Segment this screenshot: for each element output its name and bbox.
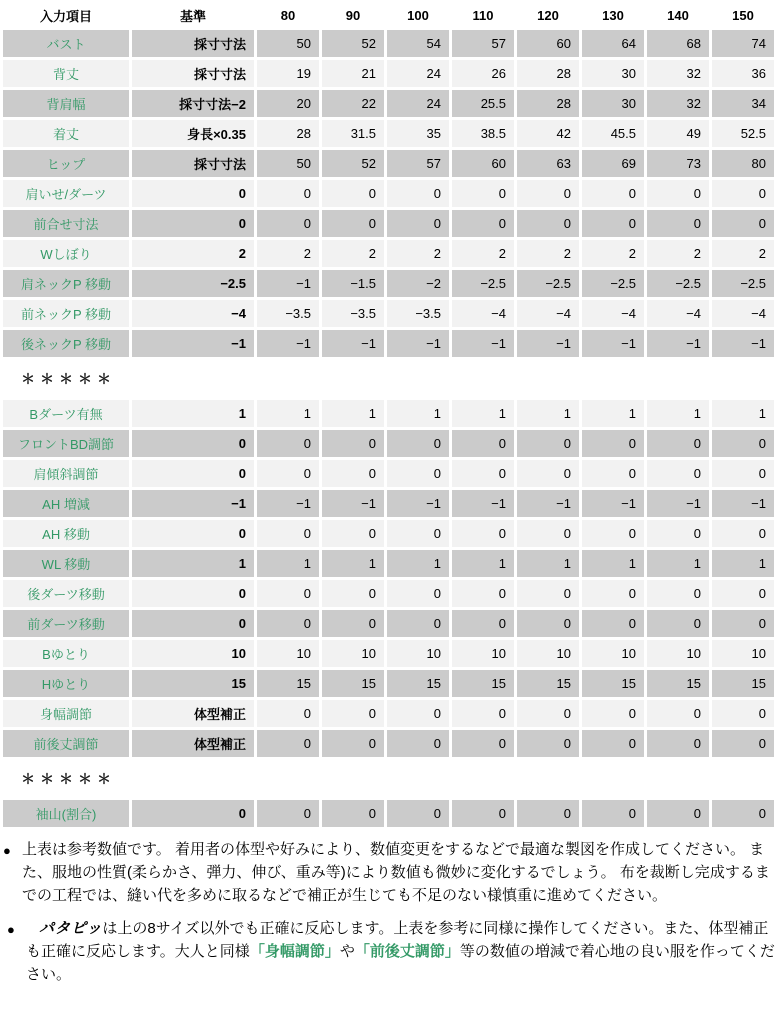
size-value: 0 — [452, 520, 514, 547]
size-value: −1 — [452, 330, 514, 357]
size-value: 0 — [387, 800, 449, 827]
size-value: 45.5 — [582, 120, 644, 147]
size-value: 0 — [582, 730, 644, 757]
table-row — [3, 460, 780, 487]
base-value: 0 — [132, 180, 254, 207]
size-value: 0 — [647, 800, 709, 827]
size-value: 0 — [322, 180, 384, 207]
size-value: 0 — [647, 210, 709, 237]
column-header-item: 入力項目 — [39, 8, 92, 24]
size-value: −1 — [712, 490, 774, 517]
row-label: 前ネックP 移動 — [3, 300, 129, 327]
size-value: −1 — [517, 490, 579, 517]
size-value: 1 — [517, 400, 579, 427]
table-row — [3, 610, 780, 637]
base-value: −1 — [132, 330, 254, 357]
size-value: −1 — [322, 330, 384, 357]
size-value: 0 — [647, 460, 709, 487]
size-value: 0 — [517, 180, 579, 207]
size-value: 0 — [712, 430, 774, 457]
size-value: 54 — [387, 30, 449, 57]
table-row — [3, 60, 780, 87]
size-value: 0 — [452, 700, 514, 727]
size-value: 10 — [712, 640, 774, 667]
size-value: 38.5 — [452, 120, 514, 147]
size-value: 0 — [257, 730, 319, 757]
table-row — [3, 300, 780, 327]
size-value: 24 — [387, 60, 449, 87]
size-value: 64 — [582, 30, 644, 57]
size-value: 0 — [712, 580, 774, 607]
table-row — [3, 430, 780, 457]
size-value: 2 — [582, 240, 644, 267]
size-value: 30 — [582, 90, 644, 117]
base-value: 身長×0.35 — [132, 120, 254, 147]
size-value: 0 — [517, 730, 579, 757]
size-value: 0 — [322, 520, 384, 547]
base-value: −4 — [132, 300, 254, 327]
size-value: 2 — [647, 240, 709, 267]
size-value: 19 — [257, 60, 319, 87]
size-value: 74 — [712, 30, 774, 57]
size-value: 0 — [257, 460, 319, 487]
size-value: 0 — [647, 610, 709, 637]
size-value: 0 — [387, 430, 449, 457]
size-value: 0 — [387, 700, 449, 727]
row-label: 身幅調節 — [3, 700, 129, 727]
column-header-size-100: 100 — [407, 7, 429, 23]
size-value: 0 — [452, 460, 514, 487]
bullet-icon: ● — [3, 843, 11, 858]
size-value: 0 — [517, 800, 579, 827]
size-value: 21 — [322, 60, 384, 87]
size-value: 10 — [517, 640, 579, 667]
size-value: 15 — [452, 670, 514, 697]
size-value: 0 — [647, 580, 709, 607]
table-row — [3, 800, 780, 827]
table-row — [3, 550, 780, 577]
base-value: −1 — [132, 490, 254, 517]
size-value: 0 — [647, 520, 709, 547]
size-value: 0 — [387, 730, 449, 757]
column-header-size-150: 150 — [732, 7, 754, 23]
size-value: 0 — [322, 460, 384, 487]
size-value: 0 — [582, 580, 644, 607]
size-value: 0 — [257, 520, 319, 547]
size-value: 0 — [647, 730, 709, 757]
size-value: 0 — [257, 210, 319, 237]
size-value: 0 — [517, 700, 579, 727]
table-row — [3, 580, 780, 607]
row-label: Bダーツ有無 — [3, 400, 129, 427]
size-value: 1 — [387, 550, 449, 577]
row-label: 前後丈調節 — [3, 730, 129, 757]
note-text: や — [339, 943, 355, 960]
size-value: 1 — [322, 400, 384, 427]
size-value: 0 — [517, 460, 579, 487]
size-value: 10 — [452, 640, 514, 667]
base-value: 0 — [132, 580, 254, 607]
row-label: Bゆとり — [3, 640, 129, 667]
table-row — [3, 670, 780, 697]
row-label: Hゆとり — [3, 670, 129, 697]
separator-asterisks: ＊＊＊＊＊ — [21, 370, 116, 387]
size-value: 30 — [582, 60, 644, 87]
base-value: 1 — [132, 400, 254, 427]
size-value: −1 — [647, 490, 709, 517]
size-value: −4 — [517, 300, 579, 327]
note-text: は上の8サイズ以外でも正確に反応します。上表を参考に同様に操作してください。また、体型補正も正確に反応します。大人と同様 — [26, 920, 769, 960]
size-value: 28 — [517, 60, 579, 87]
size-value: 1 — [517, 550, 579, 577]
table-row — [3, 150, 780, 177]
size-value: 52 — [322, 150, 384, 177]
size-value: −1 — [257, 330, 319, 357]
size-value: 1 — [582, 550, 644, 577]
size-value: 0 — [517, 430, 579, 457]
size-value: 63 — [517, 150, 579, 177]
size-value: 1 — [452, 400, 514, 427]
size-value: 73 — [647, 150, 709, 177]
size-value: 2 — [452, 240, 514, 267]
size-value: 15 — [517, 670, 579, 697]
size-value: 2 — [387, 240, 449, 267]
size-value: −2.5 — [452, 270, 514, 297]
note-paragraph — [2, 917, 778, 986]
size-value: 69 — [582, 150, 644, 177]
base-value: 体型補正 — [132, 700, 254, 727]
table-row — [3, 400, 780, 427]
table-row — [3, 30, 780, 57]
size-value: 2 — [322, 240, 384, 267]
size-value: 10 — [387, 640, 449, 667]
size-value: 2 — [712, 240, 774, 267]
size-value: 52 — [322, 30, 384, 57]
size-value: 50 — [257, 150, 319, 177]
size-value: −1.5 — [322, 270, 384, 297]
column-header-size-90: 90 — [345, 7, 361, 23]
size-value: 0 — [257, 580, 319, 607]
column-header-base: 基準 — [179, 8, 206, 24]
note-brand-text: パタピッ — [39, 920, 103, 937]
size-value: 0 — [257, 700, 319, 727]
table-row — [3, 730, 780, 757]
size-value: 0 — [257, 430, 319, 457]
size-value: 0 — [582, 520, 644, 547]
size-value: −1 — [257, 270, 319, 297]
size-value: 0 — [712, 610, 774, 637]
size-value: 0 — [452, 180, 514, 207]
size-value: 0 — [582, 180, 644, 207]
row-label: 前合せ寸法 — [3, 210, 129, 237]
size-value: 10 — [647, 640, 709, 667]
size-value: 57 — [387, 150, 449, 177]
table-body — [3, 30, 780, 827]
size-value: 20 — [257, 90, 319, 117]
size-value: 49 — [647, 120, 709, 147]
row-label: Wしぼり — [3, 240, 129, 267]
row-label: 背肩幅 — [3, 90, 129, 117]
base-value: 0 — [132, 800, 254, 827]
row-label: AH 増減 — [3, 490, 129, 517]
size-value: −4 — [647, 300, 709, 327]
size-value: −1 — [582, 330, 644, 357]
size-value: 22 — [322, 90, 384, 117]
size-value: 34 — [712, 90, 774, 117]
size-value: 32 — [647, 90, 709, 117]
size-value: 0 — [322, 700, 384, 727]
size-value: −4 — [712, 300, 774, 327]
size-value: 1 — [647, 400, 709, 427]
column-header-size-80: 80 — [280, 7, 296, 23]
row-label: 肩いせ/ダーツ — [3, 180, 129, 207]
base-value: 採寸寸法 — [132, 60, 254, 87]
size-value: 0 — [712, 700, 774, 727]
size-value: 15 — [647, 670, 709, 697]
size-value: 35 — [387, 120, 449, 147]
size-value: 36 — [712, 60, 774, 87]
size-value: 31.5 — [322, 120, 384, 147]
table-row — [3, 520, 780, 547]
size-value: 15 — [712, 670, 774, 697]
base-value: 10 — [132, 640, 254, 667]
size-value: 0 — [517, 210, 579, 237]
note-emphasis-text: 「身幅調節」 — [249, 943, 340, 960]
size-value: 52.5 — [712, 120, 774, 147]
base-value: 0 — [132, 460, 254, 487]
row-label: WL 移動 — [3, 550, 129, 577]
size-value: 0 — [712, 800, 774, 827]
size-value: 10 — [322, 640, 384, 667]
size-value: 68 — [647, 30, 709, 57]
size-value: 1 — [387, 400, 449, 427]
column-header-size-120: 120 — [537, 7, 559, 23]
note-text: 等の数値の増減で着心地の良い服を作ってください。 — [26, 943, 775, 983]
row-label: ヒップ — [3, 150, 129, 177]
size-value: 0 — [647, 700, 709, 727]
table-row — [3, 330, 780, 357]
size-value: 1 — [257, 550, 319, 577]
row-label: AH 移動 — [3, 520, 129, 547]
size-value: −2.5 — [582, 270, 644, 297]
size-value: 0 — [257, 610, 319, 637]
size-value: 32 — [647, 60, 709, 87]
size-value: −1 — [712, 330, 774, 357]
size-value: 0 — [387, 460, 449, 487]
size-value: 80 — [712, 150, 774, 177]
size-value: 0 — [712, 460, 774, 487]
size-value: 0 — [387, 210, 449, 237]
bullet-icon: ● — [7, 922, 15, 937]
table-row — [3, 700, 780, 727]
table-row — [3, 640, 780, 667]
size-value: −1 — [647, 330, 709, 357]
size-value: 0 — [322, 800, 384, 827]
size-value: 0 — [517, 610, 579, 637]
base-value: 1 — [132, 550, 254, 577]
row-label: フロントBD調節 — [3, 430, 129, 457]
size-value: 0 — [582, 610, 644, 637]
size-value: 50 — [257, 30, 319, 57]
size-value: 0 — [322, 580, 384, 607]
size-value: 1 — [712, 400, 774, 427]
size-value: 0 — [517, 580, 579, 607]
size-value: 26 — [452, 60, 514, 87]
row-label: バスト — [3, 30, 129, 57]
base-value: 採寸寸法−2 — [132, 90, 254, 117]
size-value: −1 — [322, 490, 384, 517]
base-value: 2 — [132, 240, 254, 267]
size-value: 10 — [582, 640, 644, 667]
size-value: 1 — [647, 550, 709, 577]
column-header-size-140: 140 — [667, 7, 689, 23]
size-value: 0 — [582, 800, 644, 827]
size-value: 0 — [257, 800, 319, 827]
size-value: 0 — [322, 730, 384, 757]
size-value: −3.5 — [257, 300, 319, 327]
separator-asterisks: ＊＊＊＊＊ — [21, 770, 116, 787]
base-value: −2.5 — [132, 270, 254, 297]
row-label: 後ネックP 移動 — [3, 330, 129, 357]
column-header-size-110: 110 — [472, 7, 494, 23]
size-table — [0, 3, 780, 827]
base-value: 0 — [132, 610, 254, 637]
size-value: −1 — [452, 490, 514, 517]
size-value: −3.5 — [322, 300, 384, 327]
size-value: 24 — [387, 90, 449, 117]
size-value: −2.5 — [712, 270, 774, 297]
base-value: 体型補正 — [132, 730, 254, 757]
base-value: 採寸寸法 — [132, 30, 254, 57]
size-value: 0 — [387, 610, 449, 637]
size-value: 28 — [517, 90, 579, 117]
note-paragraph — [2, 838, 778, 907]
row-label: 肩傾斜調節 — [3, 460, 129, 487]
size-value: 0 — [582, 460, 644, 487]
size-value: 2 — [517, 240, 579, 267]
base-value: 0 — [132, 210, 254, 237]
size-value: 1 — [322, 550, 384, 577]
table-row — [3, 180, 780, 207]
size-value: 0 — [517, 520, 579, 547]
row-label: 着丈 — [3, 120, 129, 147]
row-label: 背丈 — [3, 60, 129, 87]
size-value: 0 — [452, 730, 514, 757]
size-value: 1 — [712, 550, 774, 577]
size-value: 10 — [257, 640, 319, 667]
size-value: 0 — [452, 800, 514, 827]
size-value: −1 — [257, 490, 319, 517]
size-value: 0 — [712, 210, 774, 237]
size-value: 0 — [387, 580, 449, 607]
size-value: 1 — [582, 400, 644, 427]
row-label: 袖山(割合) — [3, 800, 129, 827]
note-emphasis-text: 「前後丈調節」 — [354, 943, 460, 960]
size-value: 60 — [452, 150, 514, 177]
size-value: 60 — [517, 30, 579, 57]
column-header-size-130: 130 — [602, 7, 624, 23]
base-value: 採寸寸法 — [132, 150, 254, 177]
size-value: −2.5 — [647, 270, 709, 297]
size-value: −1 — [517, 330, 579, 357]
size-value: 0 — [452, 210, 514, 237]
size-value: 25.5 — [452, 90, 514, 117]
size-value: 15 — [322, 670, 384, 697]
size-value: 0 — [712, 180, 774, 207]
size-value: 0 — [582, 700, 644, 727]
size-value: 0 — [387, 520, 449, 547]
size-value: 0 — [452, 610, 514, 637]
table-row — [3, 240, 780, 267]
size-value: 15 — [257, 670, 319, 697]
size-value: −1 — [387, 490, 449, 517]
table-row — [3, 270, 780, 297]
size-value: 57 — [452, 30, 514, 57]
size-value: 0 — [712, 520, 774, 547]
base-value: 0 — [132, 520, 254, 547]
row-label: 前ダーツ移動 — [3, 610, 129, 637]
size-value: 0 — [387, 180, 449, 207]
size-value: 0 — [322, 430, 384, 457]
size-value: 0 — [582, 430, 644, 457]
size-value: −2.5 — [517, 270, 579, 297]
size-value: −1 — [387, 330, 449, 357]
size-value: 28 — [257, 120, 319, 147]
size-value: −4 — [452, 300, 514, 327]
row-label: 後ダーツ移動 — [3, 580, 129, 607]
table-row — [3, 120, 780, 147]
size-value: −2 — [387, 270, 449, 297]
base-value: 0 — [132, 430, 254, 457]
table-header-row — [3, 3, 780, 27]
size-value: 0 — [582, 210, 644, 237]
size-value: 0 — [712, 730, 774, 757]
table-row — [3, 210, 780, 237]
size-value: −1 — [582, 490, 644, 517]
size-value: 1 — [452, 550, 514, 577]
separator-row — [3, 760, 780, 797]
size-value: 15 — [387, 670, 449, 697]
row-label: 肩ネックP 移動 — [3, 270, 129, 297]
notes-section — [0, 830, 780, 986]
size-value: 0 — [257, 180, 319, 207]
size-value: 0 — [647, 180, 709, 207]
note-text: 上表は参考数値です。 着用者の体型や好みにより、数値変更をするなどで最適な製図を作成してください。 また、服地の性質(柔らかさ、弾力、伸び、重み等)により数値も微妙に変化するでしょう。 布を裁断し完成するまでの工程では、縫い代を多めに取るなどで補正が生じても不足のない様慎重に進めてください。 — [22, 841, 770, 904]
size-value: 0 — [322, 210, 384, 237]
size-value: 0 — [452, 580, 514, 607]
size-value: 0 — [452, 430, 514, 457]
size-value: 0 — [322, 610, 384, 637]
size-value: 42 — [517, 120, 579, 147]
size-value: −3.5 — [387, 300, 449, 327]
size-value: 15 — [582, 670, 644, 697]
size-value: 1 — [257, 400, 319, 427]
base-value: 15 — [132, 670, 254, 697]
size-value: −4 — [582, 300, 644, 327]
size-value: 0 — [647, 430, 709, 457]
table-row — [3, 90, 780, 117]
table-row — [3, 490, 780, 517]
size-value: 2 — [257, 240, 319, 267]
separator-row — [3, 360, 780, 397]
